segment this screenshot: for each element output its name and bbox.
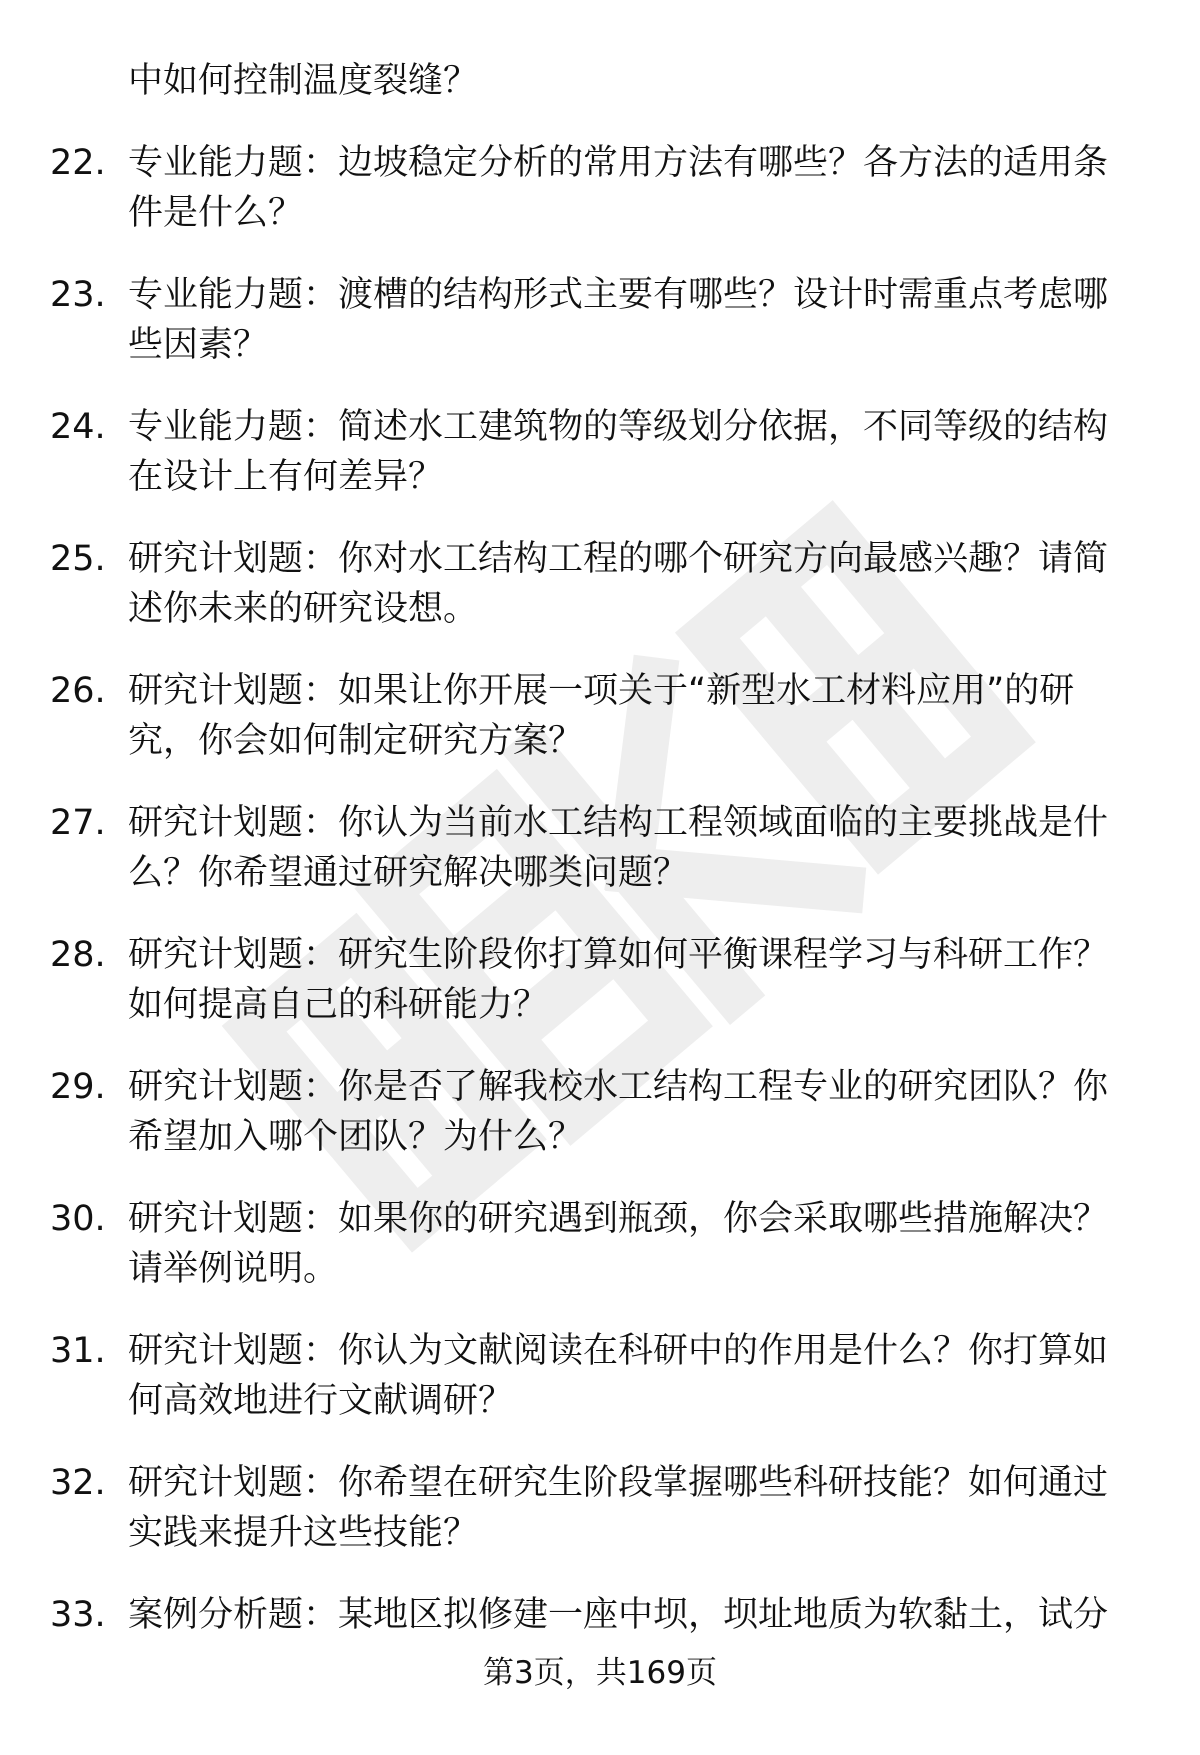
list-item (50, 270, 1140, 402)
list-item (50, 1326, 1140, 1458)
question-text: 专业能力题：简述水工建筑物的等级划分依据，不同等级的结构在设计上有何差异？ (128, 407, 1109, 497)
question-text: 研究计划题：你对水工结构工程的哪个研究方向最感兴趣？请简述你未来的研究设想。 (128, 539, 1109, 629)
list-item (50, 930, 1140, 1062)
question-number: 25. (50, 539, 106, 579)
list-item (50, 1194, 1140, 1326)
question-number: 23. (50, 275, 106, 315)
question-text: 案例分析题：某地区拟修建一座中坝，坝址地质为软黏土，试分 (128, 1595, 1109, 1635)
question-number: 28. (50, 935, 106, 975)
list-item (50, 138, 1140, 270)
question-text: 专业能力题：边坡稳定分析的常用方法有哪些？各方法的适用条件是什么？ (128, 143, 1109, 233)
question-text: 专业能力题：渡槽的结构形式主要有哪些？设计时需重点考虑哪些因素？ (128, 275, 1109, 365)
list-item (50, 798, 1140, 930)
question-text: 研究计划题：如果你的研究遇到瓶颈，你会采取哪些措施解决？请举例说明。 (128, 1199, 1109, 1289)
question-text: 研究计划题：你是否了解我校水工结构工程专业的研究团队？你希望加入哪个团队？为什么？ (128, 1067, 1109, 1157)
page-number-footer: 第3页，共169页 (483, 1655, 717, 1691)
question-number: 29. (50, 1067, 106, 1107)
question-text: 研究计划题：你认为文献阅读在科研中的作用是什么？你打算如何高效地进行文献调研？ (128, 1331, 1109, 1421)
question-number: 32. (50, 1463, 106, 1503)
question-number: 24. (50, 407, 106, 447)
question-number: 31. (50, 1331, 106, 1371)
question-list (50, 138, 1140, 1722)
question-text: 研究计划题：如果让你开展一项关于“新型水工材料应用”的研究，你会如何制定研究方案？ (128, 671, 1075, 761)
continued-question-text: 中如何控制温度裂缝？ (128, 61, 479, 101)
list-item (50, 1458, 1140, 1590)
question-number: 27. (50, 803, 106, 843)
list-item (50, 1062, 1140, 1194)
question-text: 研究计划题：研究生阶段你打算如何平衡课程学习与科研工作？如何提高自己的科研能力？ (128, 935, 1109, 1025)
question-text: 研究计划题：你希望在研究生阶段掌握哪些科研技能？如何通过实践来提升这些技能？ (128, 1463, 1109, 1553)
question-text: 研究计划题：你认为当前水工结构工程领域面临的主要挑战是什么？你希望通过研究解决哪类问题？ (128, 803, 1109, 893)
question-number: 26. (50, 671, 106, 711)
question-number: 30. (50, 1199, 106, 1239)
question-number: 33. (50, 1595, 106, 1635)
list-item (50, 666, 1140, 798)
list-item (50, 402, 1140, 534)
list-item (50, 534, 1140, 666)
question-number: 22. (50, 143, 106, 183)
